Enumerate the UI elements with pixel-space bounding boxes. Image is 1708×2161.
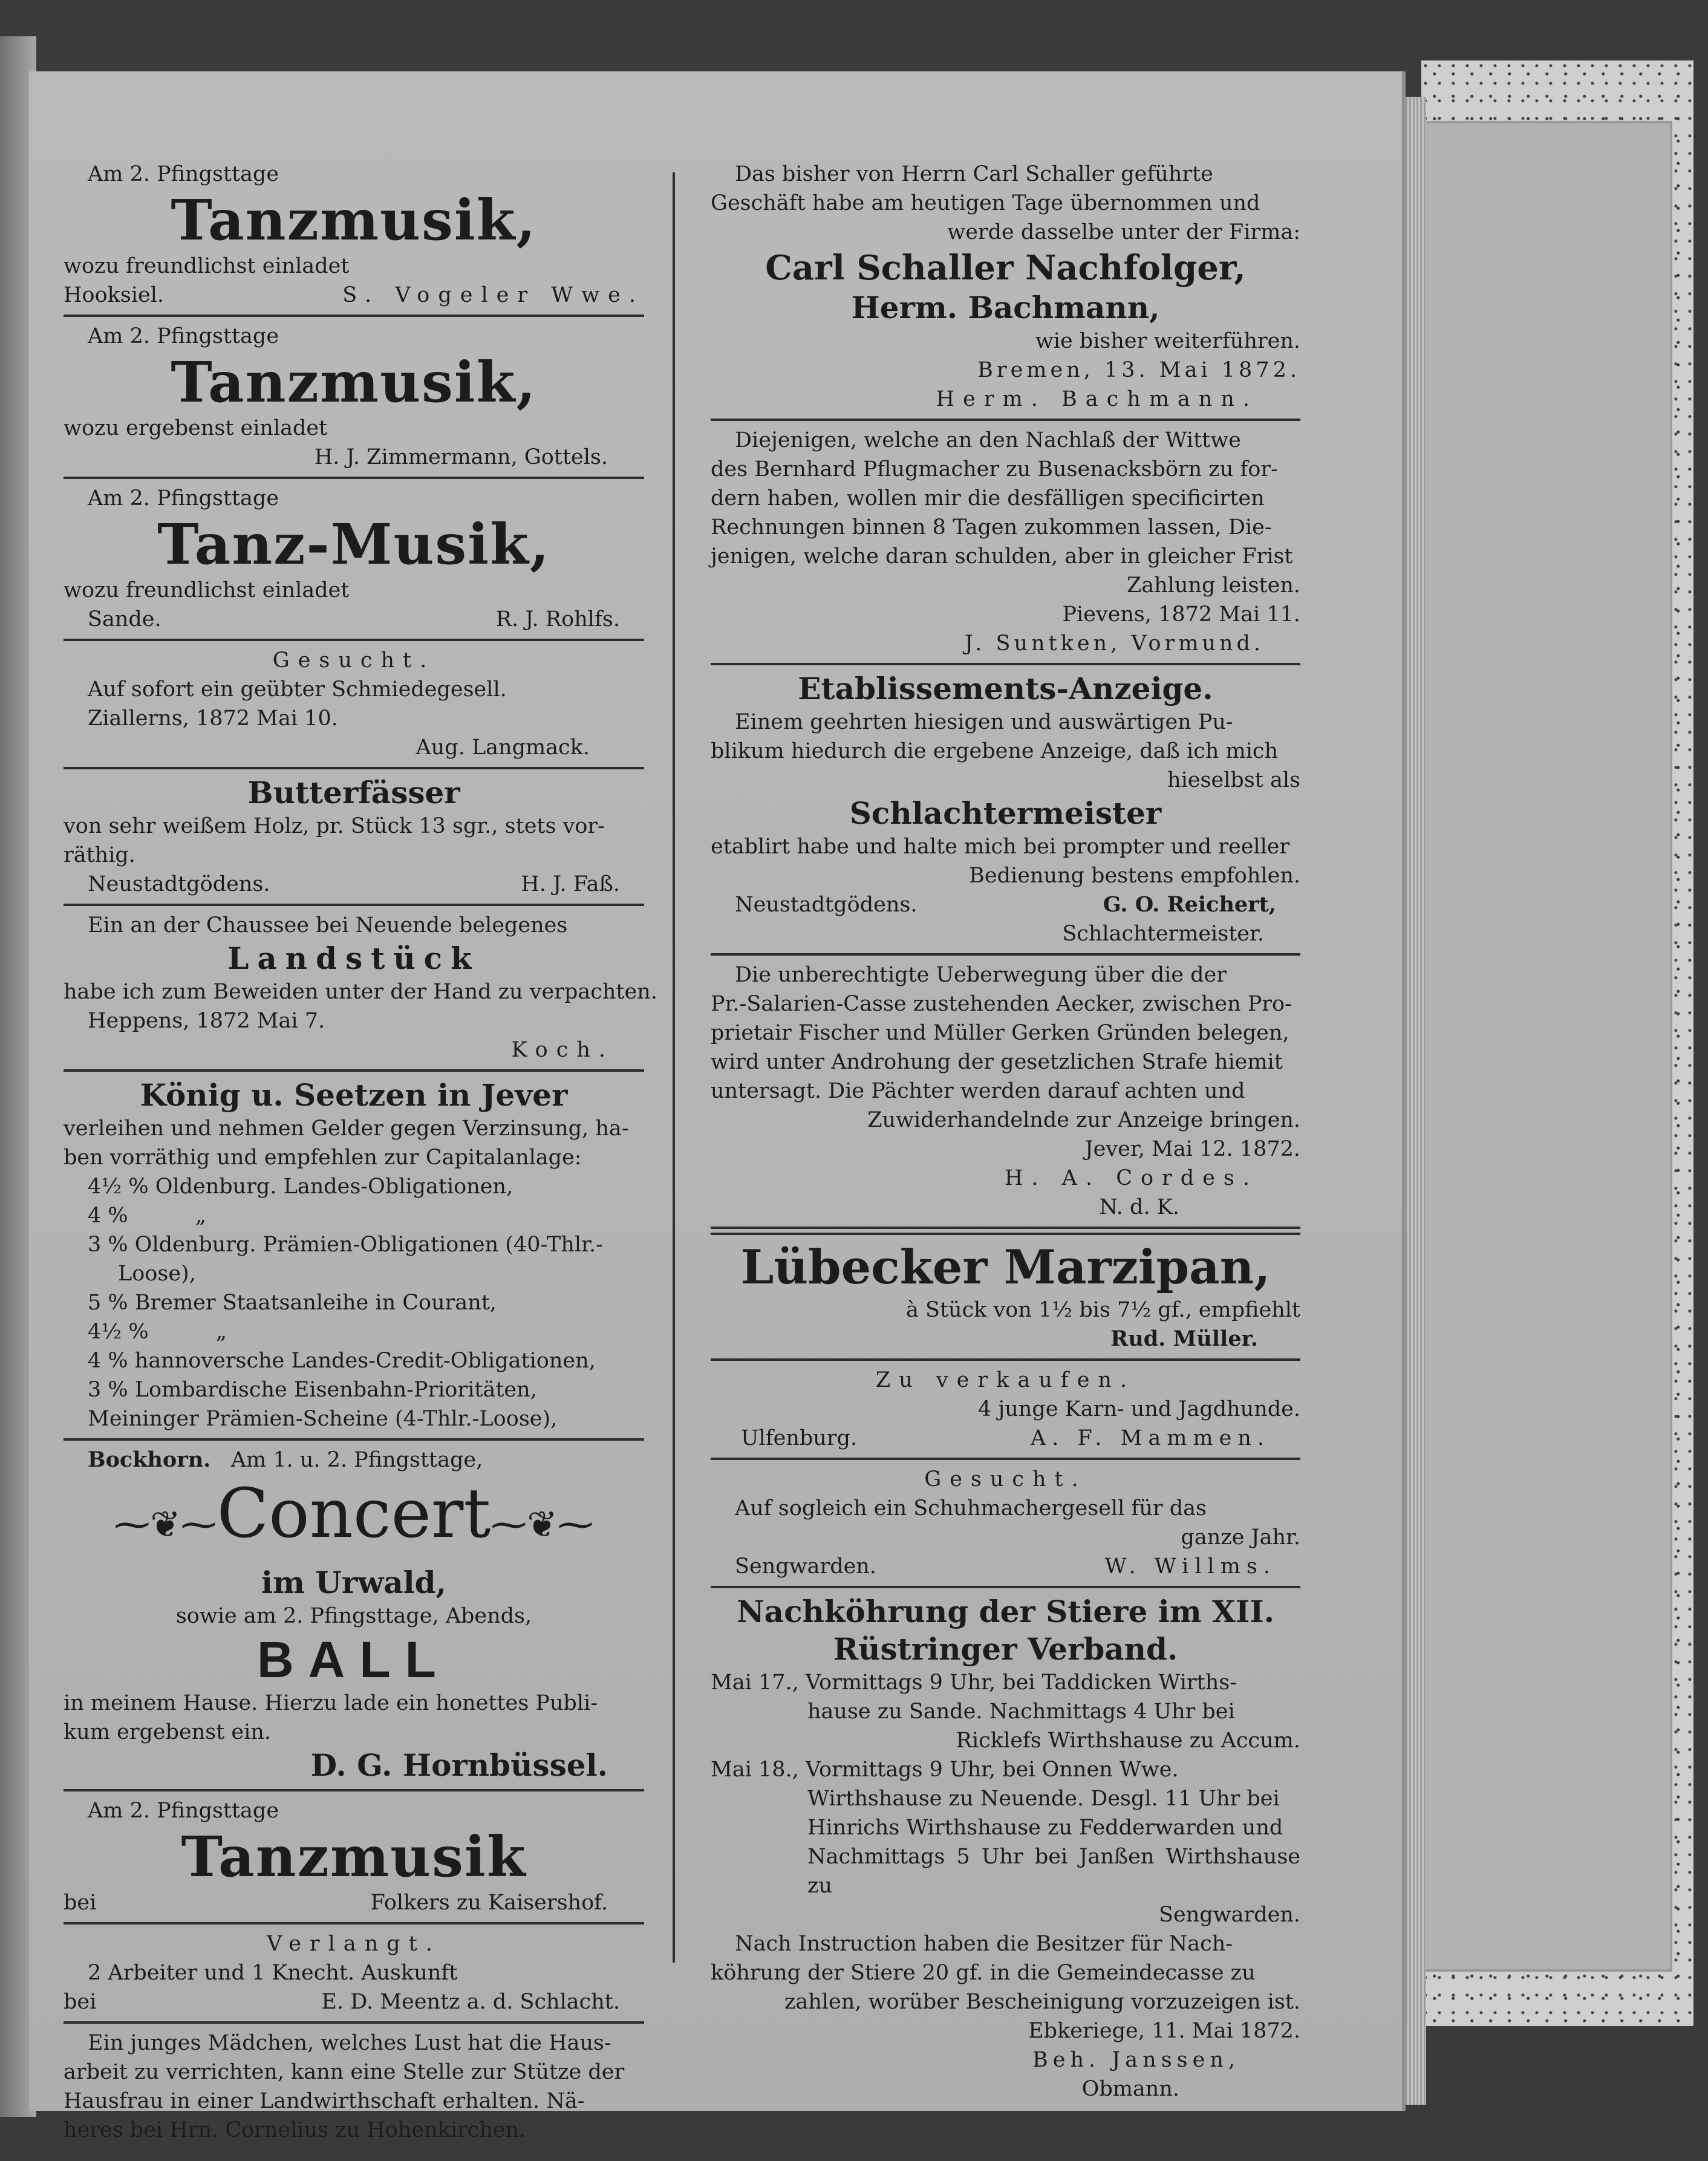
ad-line: wie bisher weiterführen. (1035, 329, 1300, 353)
ad-line: werde dasselbe unter der Firma: (947, 220, 1300, 244)
ad-place: Sengwarden. (735, 1554, 876, 1579)
ad-subtitle: im Urwald, (261, 1565, 447, 1600)
ad-line: wird unter Androhung der gesetzlichen Strafe hiemit (711, 1050, 1283, 1074)
ad-signature: H. J. Zimmermann, Gottels. (314, 445, 608, 469)
ad-junges-maedchen (64, 2027, 644, 2146)
ad-subtitle: Schlachtermeister (849, 795, 1162, 831)
ad-line: Pr.-Salarien-Casse zustehenden Aecker, zwischen Pro- (711, 992, 1292, 1016)
ad-signature: Folkers zu Kaisershof. (370, 1891, 608, 1915)
ad-line: habe ich zum Beweiden unter der Hand zu verpachten. (64, 980, 657, 1004)
ad-line: Nachmittags 5 Uhr bei Janßen Wirthshause zu (807, 1845, 1300, 1898)
ad-line: Mai 18., Vormittags 9 Uhr, bei Onnen Wwe. (711, 1758, 1179, 1782)
ad-landstueck (64, 910, 657, 1066)
ad-verlangt (64, 1928, 644, 2018)
ad-place: Bockhorn. (88, 1447, 211, 1472)
ad-footer (711, 1552, 1300, 1581)
ad-line: ganze Jahr. (1181, 1525, 1300, 1550)
ad-signature: Beh. Janssen, (1032, 2048, 1240, 2072)
ad-footer (64, 870, 644, 899)
ad-pre: Am 2. Pfingsttage (88, 162, 279, 186)
ad-line: Zuwiderhandelnde zur Anzeige bringen. (867, 1108, 1300, 1132)
ad-butterfaesser (64, 773, 644, 900)
ad-line: Ein junges Mädchen, welches Lust hat die Haus- (88, 2031, 611, 2055)
ad-title: Rüstringer Verband. (833, 1631, 1178, 1667)
divider (64, 1438, 644, 1441)
ad-bei: bei (64, 1990, 97, 2014)
ad-line: in meinem Hause. Hierzu lade ein honettes Publi- (64, 1691, 598, 1715)
ad-pre: Am 2. Pfingsttage (88, 1799, 279, 1823)
divider (711, 1458, 1300, 1460)
ad-role: Schlachtermeister. (1062, 922, 1264, 946)
ad-title: Nachköhrung der Stiere im XII. (736, 1594, 1275, 1629)
ad-line: Rechnungen binnen 8 Tagen zukommen lassen, Die- (711, 515, 1272, 539)
page-edges (1402, 97, 1426, 2105)
ad-line: heres bei Hrn. Cornelius zu Hohenkirchen. (64, 2118, 526, 2142)
list-item: 4½ % „ (88, 1320, 227, 1344)
ad-line: Jever, Mai 12. 1872. (1084, 1137, 1300, 1161)
ad-koenig-seetzen (64, 1075, 644, 1435)
list-item: Meininger Prämien-Scheine (4-Thlr.-Loose), (88, 1407, 558, 1431)
ad-line: des Bernhard Pflugmacher zu Busenacksbörn zu for- (711, 457, 1278, 481)
ad-ueberwegung-verbot (711, 959, 1300, 1223)
ad-line: von sehr weißem Holz, pr. Stück 13 sgr., stets vor- (64, 814, 605, 838)
ad-title: Tanz-Musik, (157, 512, 550, 577)
ad-signature: Rud. Müller. (1110, 1326, 1258, 1351)
ad-line: jenigen, welche daran schulden, aber in gleicher Frist (711, 544, 1293, 569)
ad-line: Heppens, 1872 Mai 7. (88, 1009, 325, 1033)
ad-place: Neustadtgödens. (88, 872, 270, 896)
ad-nachkoehrung-stiere (711, 1592, 1300, 2105)
ad-line: Das bisher von Herrn Carl Schaller geführte (735, 162, 1213, 186)
list-item: 4 % „ (88, 1204, 207, 1228)
ad-line: Auf sogleich ein Schuhmachergesell für das (735, 1496, 1207, 1521)
list-item: 4½ % Oldenburg. Landes-Obligationen, (88, 1175, 513, 1199)
ad-line: 2 Arbeiter und 1 Knecht. Auskunft (88, 1961, 458, 1985)
ad-line: prietair Fischer und Müller Gerken Gründen belegen, (711, 1021, 1289, 1045)
ad-ball: BALL (257, 1631, 451, 1688)
ad-carl-schaller (711, 158, 1300, 415)
list-item: 3 % Lombardische Eisenbahn-Prioritäten, (88, 1378, 537, 1402)
ad-gesucht-schuhmacher (711, 1464, 1300, 1582)
ad-tanzmusik-kaisershof (64, 1795, 644, 1918)
ad-line: köhrung der Stiere 20 gf. in die Gemeindecasse zu (711, 1961, 1256, 1985)
divider (64, 477, 644, 479)
ad-signature: Herm. Bachmann. (936, 387, 1258, 411)
ad-footer (64, 1987, 644, 2016)
ad-line: Die unberechtigte Ueberwegung über die der (735, 963, 1227, 987)
ad-line: Sengwarden. (1159, 1903, 1300, 1927)
ad-title: König u. Seetzen in Jever (140, 1077, 568, 1113)
divider (64, 1922, 644, 1925)
divider (64, 767, 644, 769)
ad-line: ben vorräthig und empfehlen zur Capitalanlage: (64, 1146, 582, 1170)
ad-signature: Koch. (511, 1038, 614, 1062)
ad-title: Landstück (227, 940, 480, 976)
ad-title: Tanzmusik, (171, 187, 537, 253)
ad-line: hieselbst als (1167, 768, 1300, 792)
ad-tanzmusik-sande (64, 483, 644, 635)
ornament-left-icon: ⁓❦⁓ (114, 1504, 217, 1546)
list-item: 5 % Bremer Staatsanleihe in Courant, (88, 1291, 497, 1315)
ad-place: Ulfenburg. (741, 1426, 858, 1450)
divider (64, 904, 644, 906)
list-item: Loose), (118, 1262, 196, 1286)
ad-line: arbeit zu verrichten, kann eine Stelle zur Stütze der (64, 2060, 625, 2084)
ad-pre: Am 2. Pfingsttage (88, 324, 279, 348)
ad-heading: Gesucht. (924, 1467, 1087, 1491)
ad-line: Mai 17., Vormittags 9 Uhr, bei Taddicken Wirths- (711, 1670, 1237, 1695)
ad-heading: Zu verkaufen. (875, 1368, 1136, 1392)
ad-line: verleihen und nehmen Gelder gegen Verzinsung, ha- (64, 1116, 629, 1141)
ad-line: Zahlung leisten. (1126, 573, 1300, 598)
left-column (64, 158, 657, 2146)
ad-line: Hinrichs Wirthshause zu Fedderwarden und (807, 1816, 1283, 1840)
ad-title: Butterfässer (247, 775, 460, 810)
ad-line: blikum hiedurch die ergebene Anzeige, daß ich mich (711, 739, 1279, 763)
divider (64, 1069, 644, 1072)
ad-line: etablirt habe und halte mich bei prompter und reeller (711, 835, 1290, 859)
ad-line: Einem geehrten hiesigen und auswärtigen Pu- (735, 710, 1233, 734)
ad-signature: D. G. Hornbüssel. (310, 1747, 608, 1783)
divider (711, 1358, 1300, 1361)
ad-footer (64, 281, 644, 310)
ad-line: zahlen, worüber Bescheinigung vorzuzeigen ist. (784, 1990, 1300, 2014)
ad-line: wozu freundlichst einladet (64, 578, 350, 602)
ad-line: Nach Instruction haben die Besitzer für Nach- (735, 1932, 1233, 1956)
ad-line: Pievens, 1872 Mai 11. (1062, 602, 1300, 627)
ad-line: kum ergebenst ein. (64, 1720, 272, 1744)
ad-signature: Aug. Langmack. (416, 735, 590, 760)
ad-nachlass-pflugmacher (711, 425, 1300, 659)
ad-subtitle: Herm. Bachmann, (851, 290, 1160, 325)
ad-title-row (64, 1475, 644, 1564)
ad-heading: Gesucht. (272, 648, 435, 673)
ad-title: Tanzmusik (181, 1824, 527, 1889)
ad-signature: J. Suntken, Vormund. (964, 631, 1264, 656)
ad-line: Hausfrau in einer Landwirthschaft erhalten. Nä- (64, 2089, 585, 2113)
ad-etablissements-anzeige (711, 669, 1300, 950)
ad-heading (64, 1446, 644, 1475)
ad-role: N. d. K. (1099, 1195, 1179, 1219)
ad-heading: Verlangt. (267, 1932, 441, 1956)
column-rule (673, 172, 675, 1963)
ad-signature: E. D. Meentz a. d. Schlacht. (321, 1990, 620, 2014)
ad-line: Ziallerns, 1872 Mai 10. (88, 706, 338, 731)
ad-footer (64, 1888, 644, 1917)
ad-signature: W. Willms. (1104, 1554, 1276, 1579)
ad-line: 4 junge Karn- und Jagdhunde. (978, 1397, 1300, 1421)
ad-title: Lübecker Marzipan, (740, 1240, 1271, 1295)
divider (711, 1586, 1300, 1588)
ad-signature: H. J. Faß. (521, 872, 620, 896)
ad-gesucht-schmiedegesell (64, 645, 644, 763)
ad-line: Geschäft habe am heutigen Tage übernommen und (711, 191, 1260, 215)
ad-title: Carl Schaller Nachfolger, (765, 248, 1246, 288)
ad-footer (711, 1424, 1300, 1453)
ad-line: dern haben, wollen mir die desfälligen specificirten (711, 486, 1265, 510)
divider (64, 2021, 644, 2024)
ad-title: Etablissements-Anzeige. (798, 671, 1213, 706)
divider (711, 663, 1300, 665)
ad-signature: R. J. Rohlfs. (495, 607, 620, 631)
ad-tanzmusik-gottels (64, 321, 644, 473)
ad-place: Hooksiel. (64, 283, 165, 307)
right-column (711, 158, 1300, 2105)
divider (64, 639, 644, 641)
ad-signature: S. Vogeler Wwe. (342, 283, 644, 307)
divider (711, 1227, 1300, 1229)
ad-bei: bei (64, 1891, 97, 1915)
list-item: 3 % Oldenburg. Prämien-Obligationen (40-Thlr.- (88, 1233, 603, 1257)
divider (64, 315, 644, 317)
ad-line: Ein an der Chaussee bei Neuende belegenes (88, 913, 568, 937)
ad-place: Sande. (88, 607, 161, 631)
ad-role: Obmann. (1081, 2077, 1179, 2101)
ad-tanzmusik-hooksiel (64, 158, 644, 311)
ad-line: Bedienung bestens empfohlen. (969, 864, 1300, 888)
ad-line: wozu freundlichst einladet (64, 254, 350, 278)
ad-footer (64, 605, 644, 634)
ad-line: wozu ergebenst einladet (64, 416, 328, 440)
ad-title: Tanzmusik, (171, 350, 537, 415)
ornament-right-icon: ⁓❦⁓ (491, 1504, 594, 1546)
divider (711, 419, 1300, 421)
ad-heading-text: Am 1. u. 2. Pfingsttage, (230, 1448, 483, 1472)
ad-signature: A. F. Mammen. (1030, 1426, 1270, 1450)
ad-line: hause zu Sande. Nachmittags 4 Uhr bei (807, 1700, 1235, 1724)
ad-place: Neustadtgödens. (735, 893, 918, 917)
book-cover-inner (1418, 121, 1672, 1972)
ad-luebecker-marzipan (711, 1239, 1300, 1355)
ad-footer (711, 890, 1300, 919)
ad-line: Bremen, 13. Mai 1872. (977, 358, 1300, 382)
ad-line: Auf sofort ein geübter Schmiedegesell. (88, 677, 507, 702)
ad-zu-verkaufen (711, 1364, 1300, 1454)
ad-pre: Am 2. Pfingsttage (88, 486, 279, 510)
ad-line: à Stück von 1½ bis 7½ gf., empfiehlt (906, 1298, 1300, 1322)
ad-line: sowie am 2. Pfingsttage, Abends, (175, 1604, 532, 1628)
ad-line: Ebkeriege, 11. Mai 1872. (1028, 2019, 1300, 2043)
ad-line: Diejenigen, welche an den Nachlaß der Wittwe (735, 428, 1241, 452)
divider (64, 1789, 644, 1791)
ad-signature: H. A. Cordes. (1004, 1166, 1258, 1190)
divider (711, 1233, 1300, 1235)
ad-signature: G. O. Reichert, (1103, 892, 1276, 917)
ad-concert-bockhorn (64, 1444, 644, 1785)
ad-title: Concert (217, 1475, 491, 1553)
ad-line: untersagt. Die Pächter werden darauf achten und (711, 1079, 1245, 1103)
ad-line: räthig. (64, 843, 135, 867)
ad-line: Wirthshause zu Neuende. Desgl. 11 Uhr bei (807, 1787, 1280, 1811)
divider (711, 953, 1300, 956)
ad-line: Ricklefs Wirthshause zu Accum. (956, 1729, 1300, 1753)
list-item: 4 % hannoversche Landes-Credit-Obligationen, (88, 1349, 596, 1373)
